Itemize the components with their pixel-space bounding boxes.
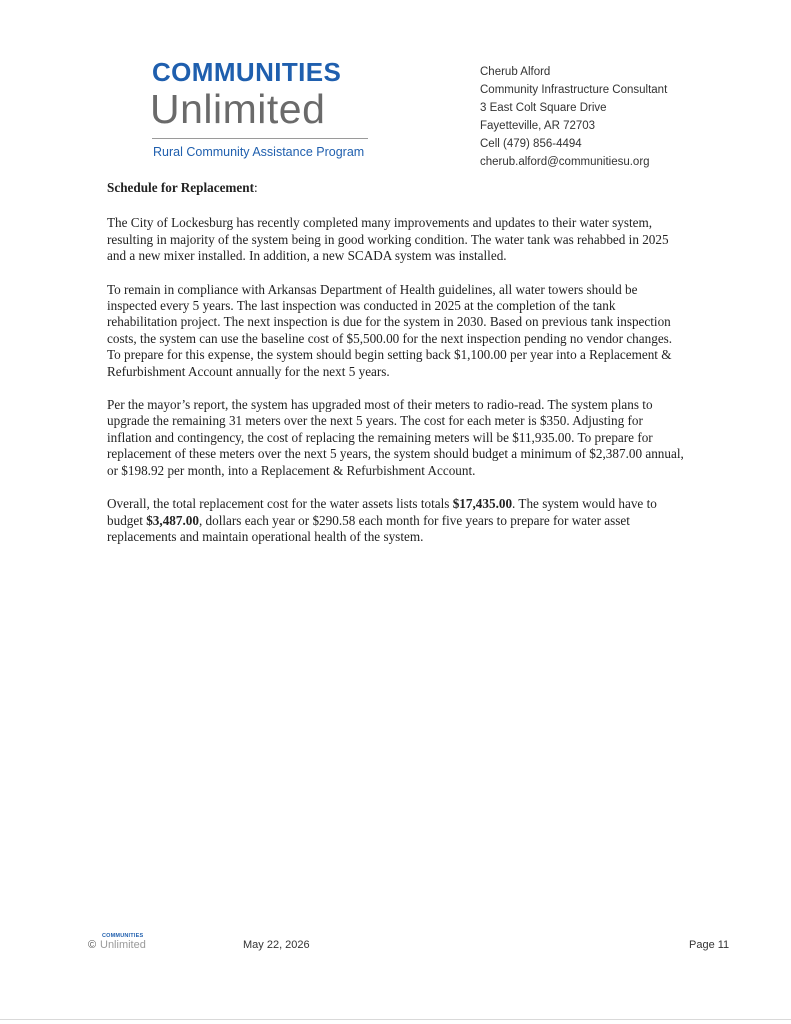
logo-subtitle: Rural Community Assistance Program <box>153 145 365 159</box>
contact-email: cherub.alford@communitiesu.org <box>480 156 650 168</box>
footer-page-number: Page 11 <box>689 939 730 951</box>
paragraph-summary <box>107 496 687 545</box>
paragraph-system-overview: The City of Lockesburg has recently completed many improvements and updates to their water system, resulting in majority of the system being in good working condition. The water tank was rehabbed in 2025 and a new mixer installed. In addition, a new SCADA system was installed. <box>107 215 669 264</box>
summary-text-3: , dollars each year or $290.58 each month for five years to prepare for water asset replacements and maintain operational health of the system. <box>107 512 630 544</box>
contact-city: Fayetteville, AR 72703 <box>480 120 596 132</box>
copyright-icon: © <box>88 939 97 951</box>
document-body <box>107 180 687 562</box>
summary-text-1: Overall, the total replacement cost for the water assets lists totals <box>107 496 453 512</box>
footer-logo-bottom: Unlimited <box>100 939 146 951</box>
summary-annual-budget: $3,487.00 <box>146 512 199 528</box>
logo-divider <box>152 138 368 139</box>
logo-unlimited-text: Unlimited <box>150 86 326 132</box>
paragraph-meter-replacement: Per the mayor’s report, the system has upgraded most of their meters to radio-read. The system plans to upgrade the remaining 31 meters over the next 5 years. The cost for each meter is $350. Adjusting for inflation and contingency, the cost of replacing the remaining meters will be $11,935.00. To prepare for replacement of these meters over the next 5 years, the system should budget a minimum of $2,387.00 annual, or $198.92 per month, into a Replacement & Refurbishment Account. <box>107 397 684 478</box>
section-heading-text: Schedule for Replacement <box>107 180 254 195</box>
summary-text-2: . The system would have to budget <box>107 496 657 528</box>
summary-total-cost: $17,435.00 <box>452 496 513 512</box>
footer-logo-top: COMMUNITIES <box>102 933 144 939</box>
contact-phone: Cell (479) 856-4494 <box>480 138 582 150</box>
contact-address: 3 East Colt Square Drive <box>480 102 607 114</box>
contact-title: Community Infrastructure Consultant <box>480 84 668 96</box>
organization-logo <box>150 58 372 159</box>
footer-date: May 22, 2026 <box>243 939 310 951</box>
contact-block <box>480 63 667 171</box>
page-bottom-divider <box>0 1019 791 1020</box>
paragraph-tank-inspection: To remain in compliance with Arkansas Department of Health guidelines, all water towers should be inspected every 5 years. The last inspection was conducted in 2025 at the completion of the tank rehabilitation project. The next inspection is due for the system in 2030. Based on previous tank inspection costs, the system can use the baseline cost of $5,500.00 for the next inspection pending no vendor changes. To prepare for this expense, the system should begin setting back $1,100.00 per year into a Replacement & Refurbishment Account annually for the next 5 years. <box>107 281 673 379</box>
logo-communities-text: COMMUNITIES <box>152 57 342 87</box>
section-heading-colon: : <box>254 180 258 195</box>
section-heading <box>107 180 687 196</box>
contact-name: Cherub Alford <box>480 66 551 78</box>
